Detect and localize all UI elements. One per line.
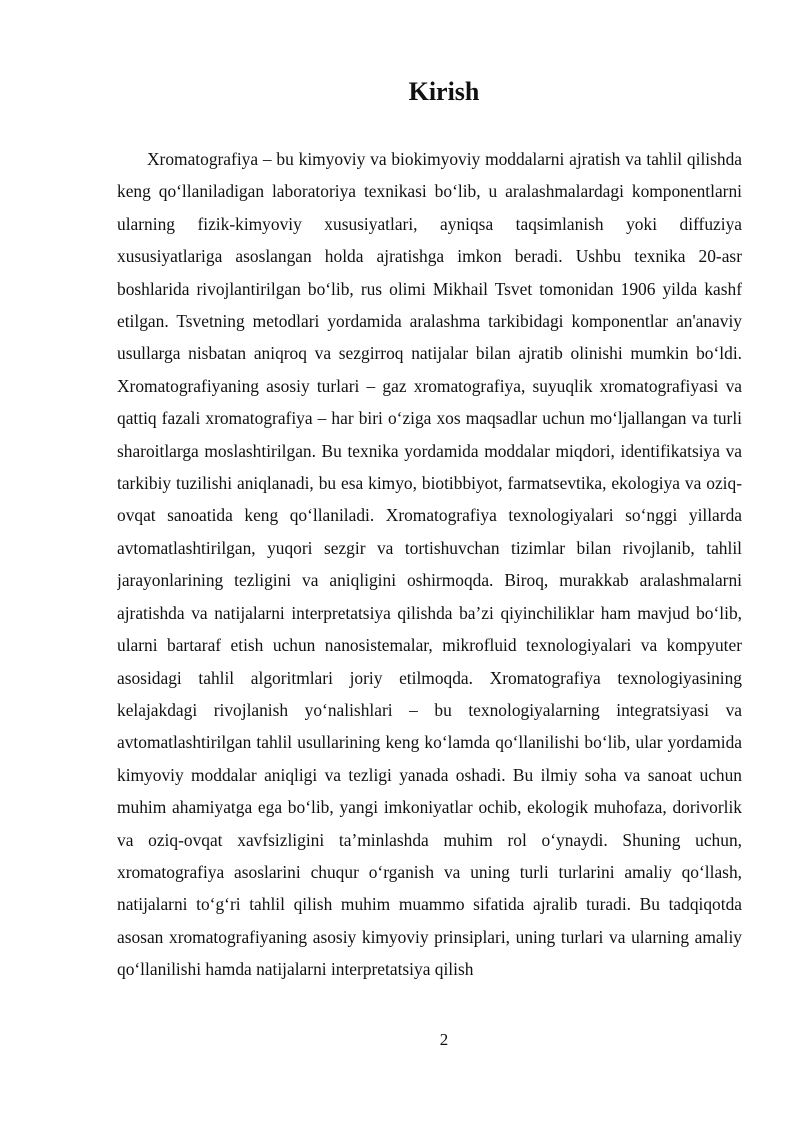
page-number: 2	[439, 1030, 449, 1049]
page-title: Kirish	[408, 77, 480, 106]
body-paragraph: Xromatografiya – bu kimyoviy va biokimyoviy moddalarni ajratish va tahlil qilishda keng qo‘llaniladigan laboratoriya texnikasi bo‘lib, u aralashmalardagi komponentlarni ularning fizik-kimyoviy xususiyatlari, ayniqsa taqsimlanish yoki diffuziya xususiyatlariga asoslangan holda ajratishga imkon beradi. Ushbu texnika 20-asr boshlarida rivojlantirilgan bo‘lib, rus olimi Mikhail Tsvet tomonidan 1906 yilda kashf etilgan. Tsvetning metodlari yordamida aralashma tarkibidagi komponentlar an'anaviy usullarga nisbatan aniqroq va sezgirroq natijalar bilan ajratib olinishi mumkin bo‘ldi. Xromatografiyaning asosiy turlari – gaz xromatografiya, suyuqlik xromatografiyasi va qattiq fazali xromatografiya – har biri o‘ziga xos maqsadlar uchun mo‘ljallangan va turli sharoitlarga moslashtirilgan. Bu texnika yordamida moddalar miqdori, identifikatsiya va tarkibiy tuzilishi aniqlanadi, bu esa kimyo, biotibbiyot, farmatsevtika, ekologiya va oziq-ovqat sanoatida keng qo‘llaniladi. Xromatografiya texnologiyalari so‘nggi yillarda avtomatlashtirilgan, yuqori sezgir va tortishuvchan tizimlar bilan rivojlanib, tahlil jarayonlarining tezligini va aniqligini oshirmoqda. Biroq, murakkab aralashmalarni ajratishda va natijalarni interpretatsiya qilishda ba’zi qiyinchiliklar ham mavjud bo‘lib, ularni bartaraf etish uchun nanosistemalar, mikrofluid texnologiyalari va kompyuter asosidagi tahlil algoritmlari joriy etilmoqda. Xromatografiya texnologiyasining kelajakdagi rivojlanish yo‘nalishlari – bu texnologiyalarning integratsiyasi va avtomatlashtirilgan tahlil usullarining keng ko‘lamda qo‘llanilishi bo‘lib, ular yordamida kimyoviy moddalar aniqligi va tezligi yanada oshadi. Bu ilmiy soha va sanoat uchun muhim ahamiyatga ega bo‘lib, yangi imkoniyatlar ochib, ekologik muhofaza, dorivorlik va oziq-ovqat xavfsizligini ta’minlashda muhim rol o‘ynaydi. Shuning uchun, xromatografiya asoslarini chuqur o‘rganish va uning turli turlarini amaliy qo‘llash, natijalarni to‘g‘ri tahlil qilish muhim muammo sifatida ajralib turadi. Bu tadqiqotda asosan xromatografiyaning asosiy kimyoviy prinsiplari, uning turlari va ularning amaliy qo‘llanilishi hamda natijalarni interpretatsiya qilish	[117, 149, 742, 980]
